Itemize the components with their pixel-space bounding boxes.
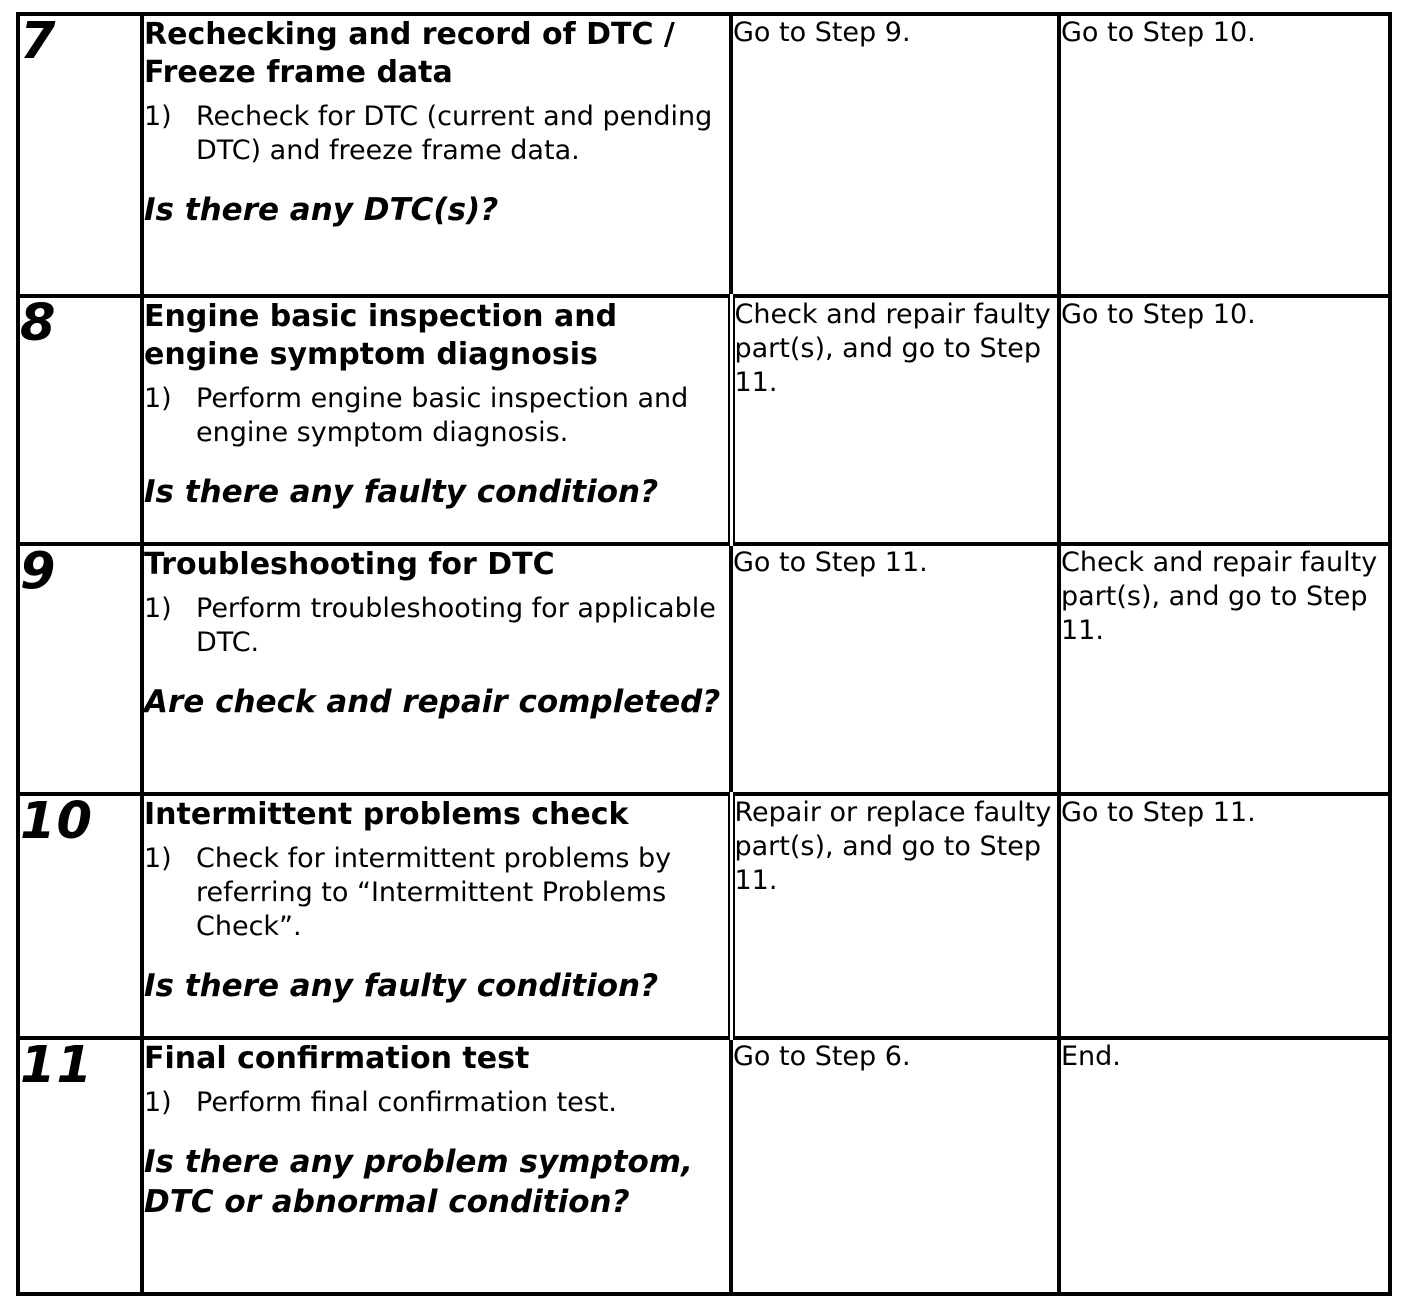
table-row xyxy=(18,296,1390,544)
no-result: Go to Step 11. xyxy=(1059,794,1390,1038)
yes-result: Go to Step 6. xyxy=(731,1038,1059,1294)
item-number: 1) xyxy=(144,843,172,874)
step-number: 10 xyxy=(18,794,142,1038)
step-title: Troubleshooting for DTC xyxy=(144,547,555,582)
step-number: 8 xyxy=(18,296,142,544)
item-number: 1) xyxy=(144,101,172,132)
item-text: Recheck for DTC (current and pending DTC) and freeze frame data. xyxy=(196,101,713,166)
step-title: Final confirmation test xyxy=(144,1041,530,1076)
step-number: 11 xyxy=(18,1038,142,1294)
table-row xyxy=(18,794,1390,1038)
item-number: 1) xyxy=(144,383,172,414)
action-cell xyxy=(142,14,731,296)
item-number: 1) xyxy=(144,593,172,624)
no-result: Go to Step 10. xyxy=(1059,296,1390,544)
table-row xyxy=(18,544,1390,794)
procedure-item xyxy=(144,382,728,450)
procedure-item xyxy=(144,842,728,944)
table-row xyxy=(18,1038,1390,1294)
item-text: Perform troubleshooting for applicable DTC. xyxy=(196,593,716,658)
step-question: Is there any faulty condition? xyxy=(144,474,659,510)
step-title: Intermittent problems check xyxy=(144,797,629,832)
item-number: 1) xyxy=(144,1087,172,1118)
item-text: Perform final confirmation test. xyxy=(196,1087,618,1118)
procedure-item xyxy=(144,592,729,660)
action-cell xyxy=(142,1038,731,1294)
item-text: Perform engine basic inspection and engine symptom diagnosis. xyxy=(196,383,689,448)
step-number: 9 xyxy=(18,544,142,794)
table-row xyxy=(18,14,1390,296)
no-result: End. xyxy=(1059,1038,1390,1294)
yes-result: Check and repair faulty part(s), and go to Step 11. xyxy=(731,296,1059,544)
no-result: Check and repair faulty part(s), and go to Step 11. xyxy=(1059,544,1390,794)
step-number: 7 xyxy=(18,14,142,296)
step-title: Rechecking and record of DTC / Freeze frame data xyxy=(144,17,675,90)
yes-result: Repair or replace faulty part(s), and go to Step 11. xyxy=(731,794,1059,1038)
step-question: Is there any faulty condition? xyxy=(144,968,659,1004)
step-question: Is there any problem symptom, DTC or abnormal condition? xyxy=(144,1144,693,1220)
yes-result: Go to Step 9. xyxy=(731,14,1059,296)
procedure-item xyxy=(144,1086,729,1120)
action-cell xyxy=(142,794,731,1038)
step-question: Is there any DTC(s)? xyxy=(144,192,499,228)
step-title: Engine basic inspection and engine symptom diagnosis xyxy=(144,299,618,372)
no-result: Go to Step 10. xyxy=(1059,14,1390,296)
action-cell xyxy=(142,544,731,794)
action-cell xyxy=(142,296,731,544)
item-text: Check for intermittent problems by referring to “Intermittent Problems Check”. xyxy=(196,843,672,942)
step-question: Are check and repair completed? xyxy=(144,684,721,720)
yes-result: Go to Step 11. xyxy=(731,544,1059,794)
troubleshooting-table xyxy=(16,12,1392,1296)
procedure-item xyxy=(144,100,729,168)
